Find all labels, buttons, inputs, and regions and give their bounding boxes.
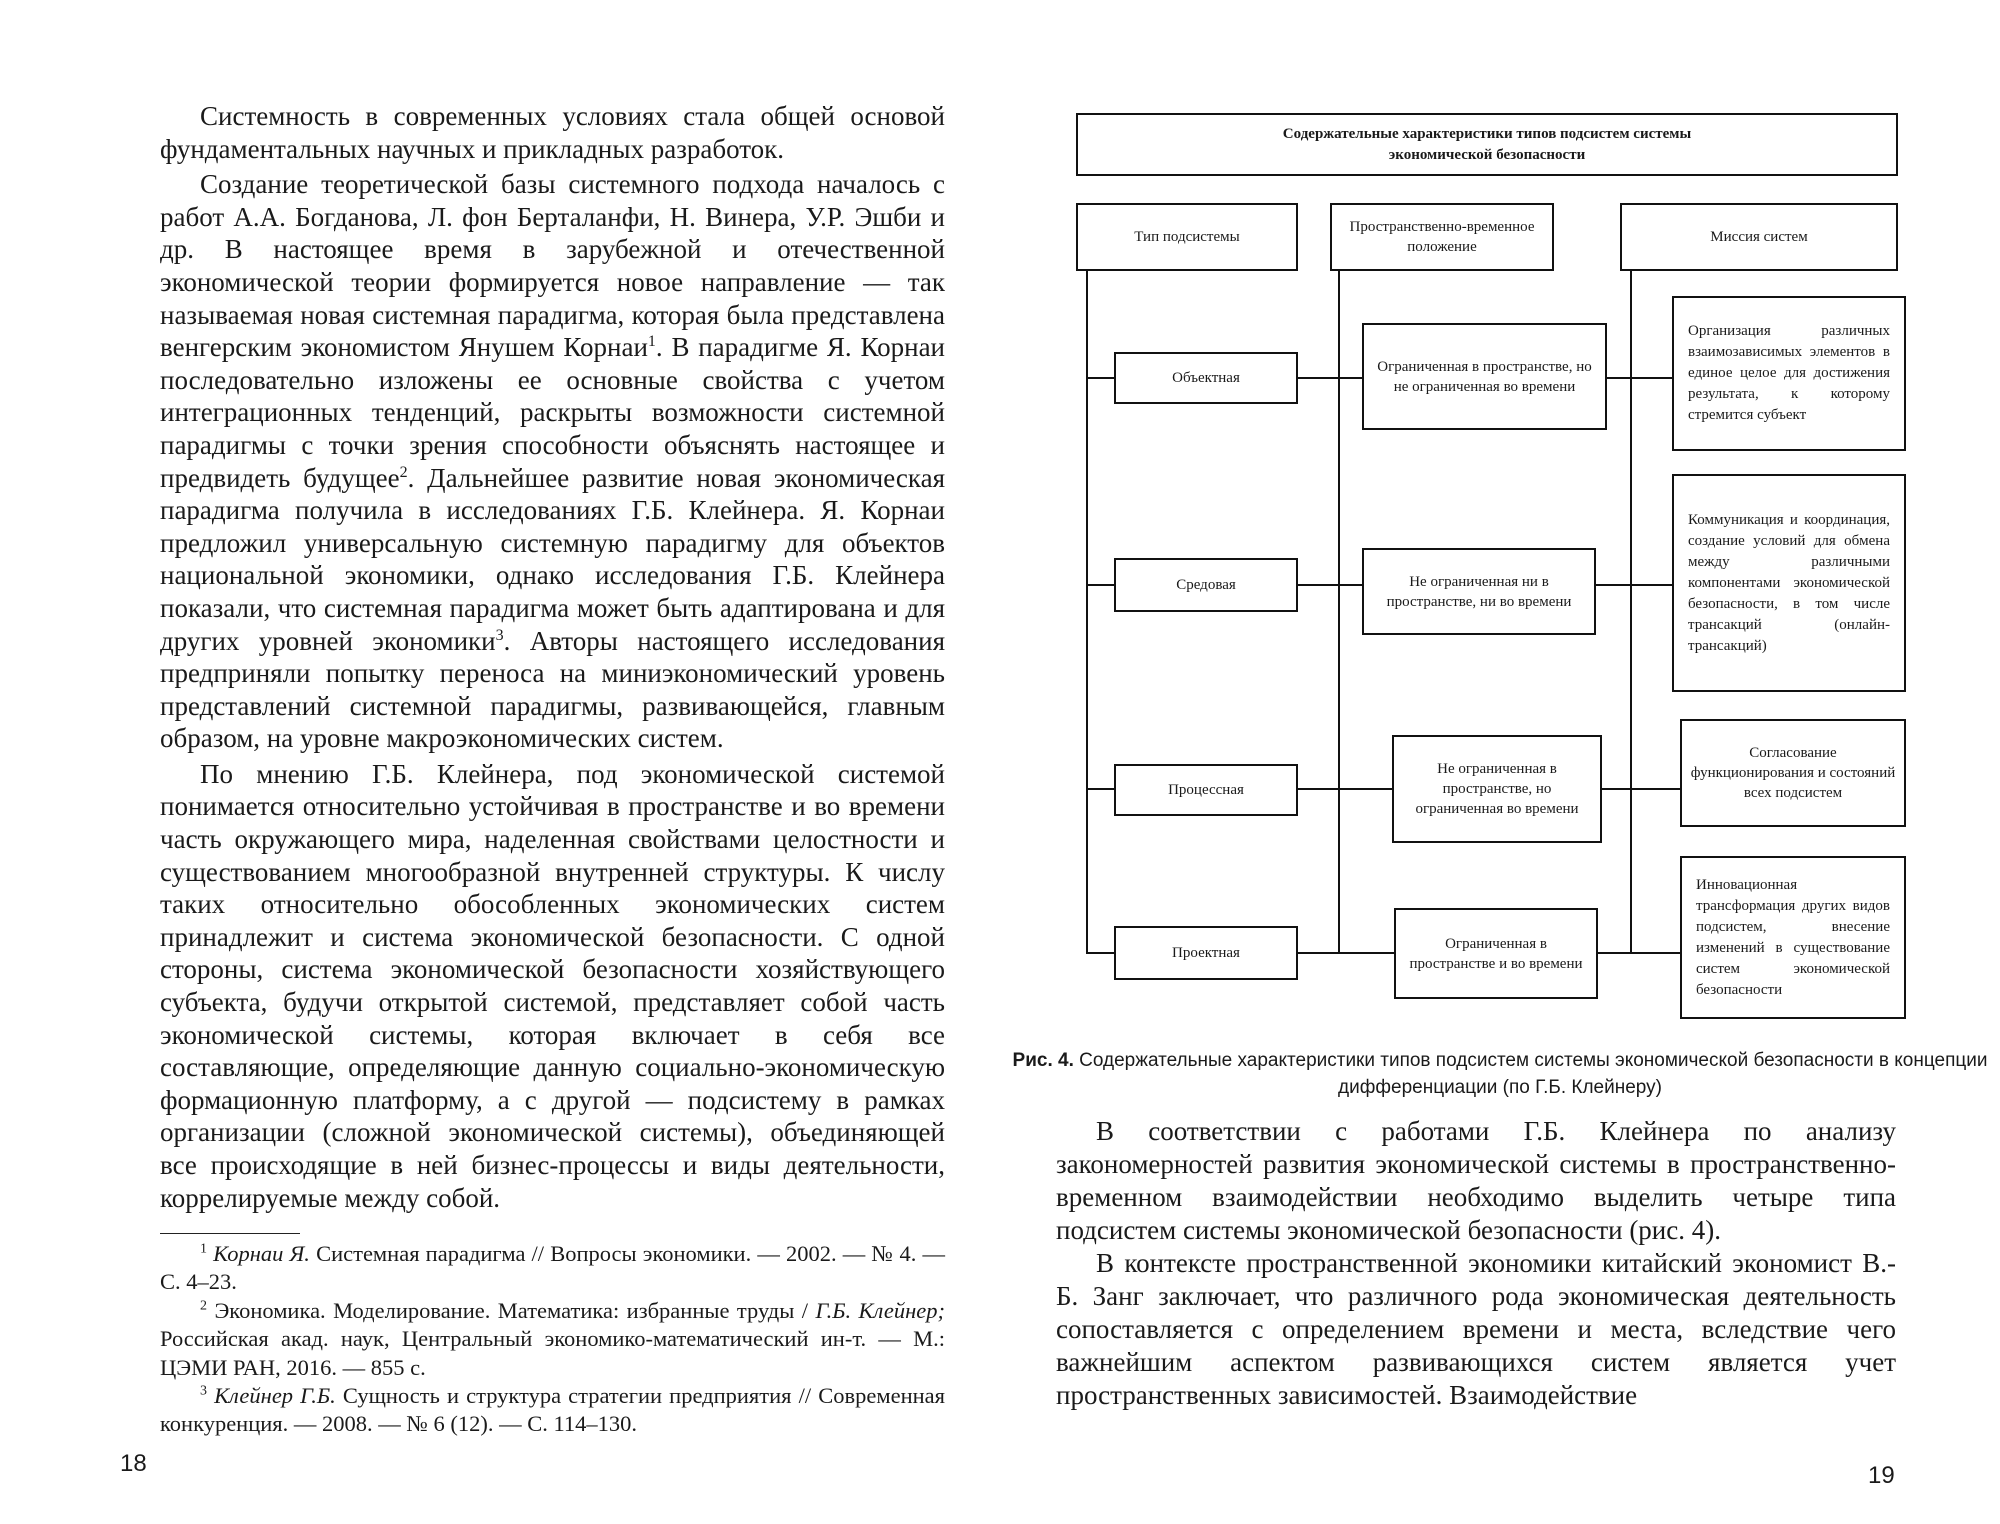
footnote-ref: 2 <box>399 463 408 481</box>
figure-caption: Рис. 4. Содержательные характеристики типов подсистем системы экономической безопасности в концепции дифференциации (по Г.Б. Клейнеру) <box>1012 1050 1988 1098</box>
connector-line <box>1338 270 1340 953</box>
paragraph: В соответствии с работами Г.Б. Клейнера по анализу закономерностей развития экономической системы в пространственно-временном взаимодействии необходимо выделить четыре типа подсистем системы экономической безопасности (рис. 4). <box>1056 1116 1896 1245</box>
connector-line <box>1086 584 1116 586</box>
header-box: Тип подсистемы <box>1076 203 1298 271</box>
mission-box: Коммуникация и координация, создание условий для обмена между различными компонентами экономической безопасности, в том числе трансакций (онлайн-трансакций) <box>1672 474 1906 692</box>
position-box: Ограниченная в пространстве и во времени <box>1394 908 1598 999</box>
paragraph: Создание теоретической базы системного подхода началось с работ А.А. Богданова, Л. фон Берталанфи, Н. Винера, У.Р. Эшби и др. В настоящее время в зарубежной и отечественной экономической теории формируется новое направление — так называемая новая системная парадигма, которая была представлена венгерским экономистом Янушем Корнаи$^1$. В парадигме Я. Корнаи последовательно изложены ее основные свойства с учетом интеграционных тенденций, раскрыты возможности системной парадигмы с точки зрения способности объяснять настоящее и предвидеть будущее$^2$. Дальнейшее развитие новая экономическая парадигма получила в исследованиях Г.Б. Клейнера. Я. Корнаи предложил универсальную системную парадигму для объектов национальной экономики, однако исследования Г.Б. Клейнера показали, что системная парадигма может быть адаптирована и для других уровней экономики$^3$. Авторы настоящего исследования предприняли попытку переноса на миниэкономический уровень представлений системной парадигмы, развивающейся, главным образом, на уровне макроэкономических систем. <box>160 169 946 754</box>
paragraph: По мнению Г.Б. Клейнера, под экономической системой понимается относительно устойчивая в пространстве и во времени часть окружающего мира, наделенная свойствами целостности и существованием многообразной внутренней структуры. К числу таких относительно обособленных экономических систем принадлежит и система экономической безопасности. С одной стороны, система экономической безопасности хозяйствующего субъекта, будучи открытой системой, представляет собой часть экономической системы, которая включает в себя все составляющие, определяющие данную социально-экономическую формационную платформу, а с другой — подсистему в рамках организации (сложной экономической системы), объединяющей все происходящие в ней бизнес-процессы и виды деятельности, коррелируемые между собой. <box>160 758 945 1213</box>
page-number: 19 <box>1868 1462 1895 1489</box>
type-box: Средовая <box>1114 558 1298 612</box>
connector-line <box>1600 788 1682 790</box>
type-box: Процессная <box>1114 764 1298 816</box>
connector-line <box>1086 952 1116 954</box>
mission-box: Организация различных взаимозависимых элементов в единое целое для достижения результата, к которому стремится субъект <box>1672 296 1906 451</box>
footnote-divider <box>160 1233 300 1234</box>
paragraph: В контексте пространственной экономики китайский экономист В.-Б. Занг заключает, что различного рода экономическая деятельность сопоставляется с определением времени и места, вследствие чего важнейшим аспектом развивающихся систем является учет пространственных зависимостей. Взаимодействие <box>1056 1248 1896 1410</box>
position-box: Не ограниченная ни в пространстве, ни во времени <box>1362 548 1596 635</box>
footnote: $^3$ Клейнер Г.Б. Сущность и структура стратегии предприятия // Современная конкуренция. — 2008. — № 6 (12). — С. 114–130. <box>160 1383 945 1437</box>
connector-line <box>1296 377 1364 379</box>
header-box: Пространственно-временное положение <box>1330 203 1554 271</box>
diagram-title: Содержательные характеристики типов подсистем системы экономической безопасности <box>1076 113 1898 176</box>
connector-line <box>1086 788 1116 790</box>
connector-line <box>1296 584 1364 586</box>
header-box: Миссия систем <box>1620 203 1898 271</box>
footnote-ref: 1 <box>647 333 656 351</box>
footnote: $^1$ Корнаи Я. Системная парадигма // Вопросы экономики. — 2002. — № 4. — С. 4–23. <box>160 1241 945 1295</box>
connector-line <box>1296 788 1394 790</box>
connector-line <box>1605 377 1673 379</box>
connector-line <box>1596 952 1682 954</box>
left-body-text <box>160 100 945 1214</box>
connector-line <box>1630 270 1632 953</box>
type-box: Проектная <box>1114 926 1298 980</box>
page-number: 18 <box>120 1450 147 1477</box>
connector-line <box>1086 377 1116 379</box>
mission-box: Инновационная трансформация других видов подсистем, внесение изменений в существование систем экономической безопасности <box>1680 856 1906 1019</box>
type-box: Объектная <box>1114 352 1298 404</box>
connector-line <box>1296 952 1396 954</box>
right-page <box>1000 0 2000 1524</box>
footnote-ref: 3 <box>495 626 504 644</box>
position-box: Не ограниченная в пространстве, но ограниченная во времени <box>1392 735 1602 843</box>
position-box: Ограниченная в пространстве, но не ограниченная во времени <box>1362 323 1607 430</box>
footnote: $^2$ Экономика. Моделирование. Математика: избранные труды / Г.Б. Клейнер; Российская акад. наук, Центральный экономико-математический ин-т. — М.: ЦЭМИ РАН, 2016. — 855 с. <box>160 1297 945 1380</box>
right-body-text <box>1056 1115 1896 1412</box>
connector-line <box>1594 584 1674 586</box>
connector-line <box>1086 270 1088 953</box>
paragraph: Системность в современных условиях стала общей основой фундаментальных научных и прикладных разработок. <box>160 101 945 164</box>
mission-box: Согласование функционирования и состояний всех подсистем <box>1680 719 1906 827</box>
footnotes <box>160 1240 945 1439</box>
